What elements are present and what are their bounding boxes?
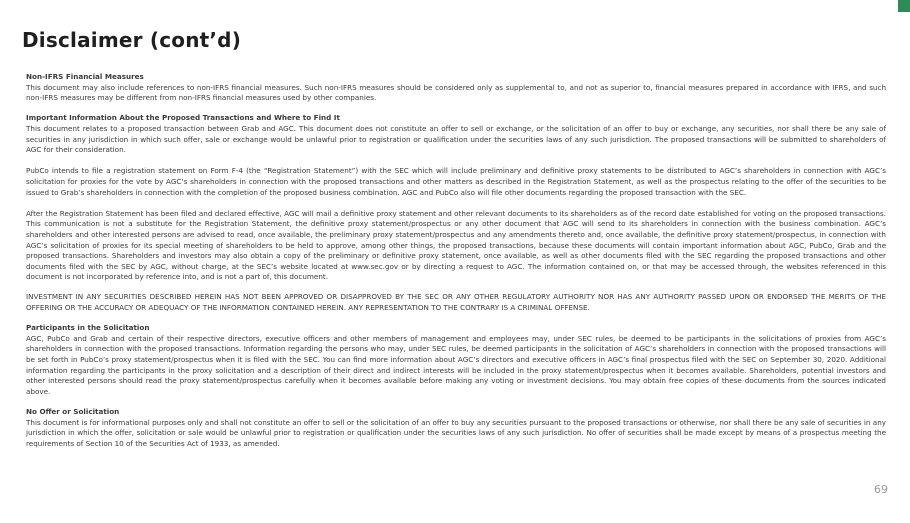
section-heading: Non-IFRS Financial Measures: [26, 72, 144, 81]
accent-bar: [898, 0, 910, 12]
section-participants: [26, 323, 886, 397]
section-paragraph: This document is for informational purposes only and shall not constitute an offer to sell or the solicitation of an offer to buy any securities pursuant to the proposed transactions or otherwise, nor shall there be any sale of securities in any jurisdiction in which the offer, solicitation or sale would be unlawful prior to registration or qualification under the securities laws of any such jurisdiction. No offer of securities shall be made except by means of a prospectus meeting the requirements of Section 10 of the Securities Act of 1933, as amended.: [26, 417, 886, 448]
section-paragraph: AGC, PubCo and Grab and certain of their respective directors, executive officers and other members of management and employees may, under SEC rules, be deemed to be participants in the solicitations of proxies from AGC’s shareholders in connection with the proposed transactions. Information regarding the persons who may, under SEC rules, be deemed participants in the solicitation of AGC’s shareholders in connection with the proposed transactions will be set forth in PubCo’s proxy statement/prospectus when it is filed with the SEC. You can find more information about AGC’s directors and executive officers in AGC’s final prospectus filed with the SEC on September 30, 2020. Additional information regarding the participants in the proxy solicitation and a description of their direct and indirect interests will be included in the proxy statement/prospectus when it becomes available. Shareholders, potential investors and other interested persons should read the proxy statement/prospectus carefully when it becomes available before making any voting or investment decisions. You may obtain free copies of these documents from the sources indicated above.: [26, 333, 886, 396]
page-title: Disclaimer (cont’d): [22, 28, 242, 52]
section-paragraph: After the Registration Statement has been filed and declared effective, AGC will mail a definitive proxy statement and other relevant documents to its shareholders as of the record date established for voting on the proposed transactions. This communication is not a substitute for the Registration Statement, the definitive proxy statement/prospectus or any other document that AGC will send to its shareholders in connection with the business combination. AGC’s shareholders and other interested persons are advised to read, once available, the preliminary proxy statement/prospectus and any amendments thereto and, once available, the definitive proxy statement/prospectus, in connection with AGC’s solicitation of proxies for its special meeting of shareholders to be held to approve, among other things, the proposed transactions, because these documents will contain important information about AGC, PubCo, Grab and the proposed transactions. Shareholders and investors may also obtain a copy of the preliminary or definitive proxy statement, once available, as well as other documents filed with the SEC regarding the proposed transactions and other documents filed with the SEC by AGC, without charge, at the SEC’s website located at www.sec.gov or by directing a request to AGC. The information contained on, or that may be accessed through, the websites referenced in this document is not incorporated by reference into, and is not a part of, this document.: [26, 208, 886, 282]
section-heading: No Offer or Solicitation: [26, 407, 120, 416]
page-number: 69: [874, 483, 888, 496]
section-paragraph: PubCo intends to file a registration statement on Form F-4 (the “Registration Statement”) with the SEC which will include preliminary and definitive proxy statements to be distributed to AGC’s shareholders in connection with AGC’s solicitation for proxies for the vote by AGC’s shareholders in connection with the proposed transactions and other matters as described in the Registration Statement, as well as the prospectus relating to the offer of the securities to be issued to Grab’s shareholders in connection with the completion of the proposed business combination. AGC and PubCo also will file other documents regarding the proposed transaction with the SEC.: [26, 166, 886, 197]
section-heading: Important Information About the Proposed Transactions and Where to Find It: [26, 113, 340, 123]
section-investment-warning: [26, 292, 886, 313]
section-important-information: [26, 113, 886, 283]
section-paragraph: This document relates to a proposed transaction between Grab and AGC. This document does not constitute an offer to sell or exchange, or the solicitation of an offer to buy or exchange, any securities, nor shall there be any sale of securities in any jurisdiction in which such offer, sale or exchange would be unlawful prior to registration or qualification under the securities laws of any such jurisdiction. The proposed transactions will be submitted to shareholders of AGC for their consideration.: [26, 123, 886, 155]
section-heading: Participants in the Solicitation: [26, 323, 150, 333]
disclaimer-body: [26, 72, 886, 459]
section-paragraph: This document may also include references to non-IFRS financial measures. Such non-IFRS measures should be considered only as supplemental to, and not as superior to, financial measures prepared in accordance with IFRS, and such non-IFRS measures may be different from non-IFRS financial measures used by other companies.: [26, 82, 886, 103]
section-no-offer: [26, 407, 886, 449]
section-non-ifrs: [26, 72, 886, 104]
investment-warning-text: INVESTMENT IN ANY SECURITIES DESCRIBED HEREIN HAS NOT BEEN APPROVED OR DISAPPROVED BY THE SEC OR ANY OTHER REGULATORY AUTHORITY NOR HAS ANY AUTHORITY PASSED UPON OR ENDORSED THE MERITS OF THE OFFERING OR THE ACCURACY OR ADEQUACY OF THE INFORMATION CONTAINED HEREIN. ANY REPRESENTATION TO THE CONTRARY IS A CRIMINAL OFFENSE.: [26, 292, 886, 313]
